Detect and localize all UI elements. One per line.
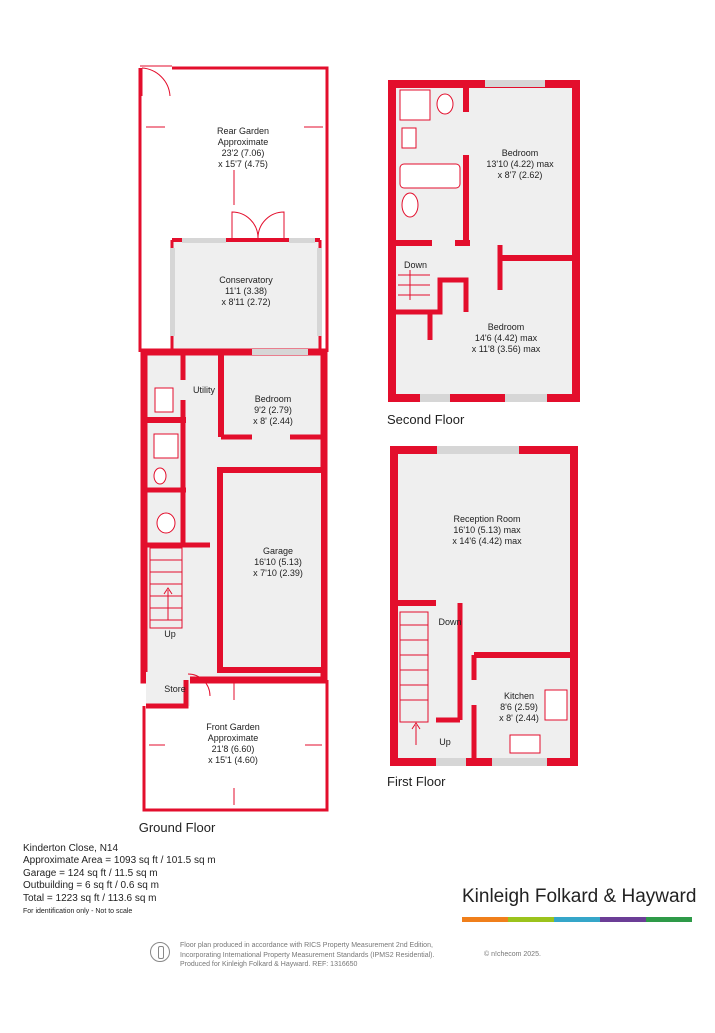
rear-garden-dim2: x 15'7 (4.75)	[218, 159, 268, 169]
first-up-label: Up	[439, 737, 451, 747]
front-garden-label: Front Garden	[206, 722, 260, 732]
ground-bedroom-dim2: x 8' (2.44)	[253, 416, 293, 426]
first-floor-title: First Floor	[387, 774, 446, 789]
first-floor-plan	[394, 446, 574, 766]
approximate-area: Approximate Area = 1093 sq ft / 101.5 sq m	[23, 855, 216, 867]
disclaimer: For identification only - Not to scale	[23, 908, 133, 916]
rear-garden-dim1: 23'2 (7.06)	[221, 148, 265, 158]
second-bedroom1-dim2: x 8'7 (2.62)	[497, 170, 543, 180]
ground-up-label: Up	[164, 629, 176, 639]
brand-bar-purple	[600, 917, 646, 922]
footer-line-1: Floor plan produced in accordance with RICS Property Measurement 2nd Edition,	[180, 942, 433, 949]
nichecom-logo-icon	[150, 942, 170, 962]
second-bedroom1-label: Bedroom	[501, 148, 539, 158]
brand-logo-text: Kinleigh Folkard & Hayward	[462, 886, 697, 907]
outbuilding-area: Outbuilding = 6 sq ft / 0.6 sq m	[23, 880, 159, 892]
brand-bar-darkgreen	[646, 917, 692, 922]
conservatory-label: Conservatory	[219, 275, 273, 285]
conservatory-dim2: x 8'11 (2.72)	[221, 297, 271, 307]
total-area: Total = 1223 sq ft / 113.6 sq m	[23, 892, 157, 904]
reception-dim1: 16'10 (5.13) max	[453, 525, 521, 535]
ground-floor-plan	[140, 66, 327, 810]
ground-floor-title: Ground Floor	[138, 820, 216, 835]
reception-label: Reception Room	[453, 514, 521, 524]
footer-note	[180, 941, 434, 970]
kitchen-dim2: x 8' (2.44)	[499, 713, 539, 723]
garage-dim1: 16'10 (5.13)	[254, 557, 302, 567]
brand-bar-green	[508, 917, 554, 922]
conservatory-floor	[172, 240, 320, 352]
kitchen-dim1: 8'6 (2.59)	[500, 702, 538, 712]
second-bedroom2-dim2: x 11'8 (3.56) max	[471, 344, 541, 354]
store-label: Store	[164, 684, 186, 694]
address: Kinderton Close, N14	[23, 843, 119, 854]
brand-bar-blue	[554, 917, 600, 922]
garage-area: Garage = 124 sq ft / 11.5 sq m	[23, 867, 158, 879]
front-garden-dim1: 21'8 (6.60)	[211, 744, 255, 754]
kitchen-label: Kitchen	[503, 691, 535, 701]
ground-bedroom-label: Bedroom	[254, 394, 292, 404]
footer-line-3: Produced for Kinleigh Folkard & Hayward. REF: 1316650	[180, 961, 358, 968]
second-bedroom2-label: Bedroom	[487, 322, 525, 332]
conservatory-dim1: 11'1 (3.38)	[224, 286, 268, 296]
rear-garden-label: Rear Garden	[216, 126, 270, 136]
rear-garden-approx: Approximate	[217, 137, 269, 147]
second-bedroom2-dim1: 14'6 (4.42) max	[474, 333, 538, 343]
brand-color-bar	[462, 917, 692, 922]
second-floor-title: Second Floor	[387, 412, 465, 427]
ground-bedroom-dim1: 9'2 (2.79)	[254, 405, 292, 415]
brand-bar-orange	[462, 917, 508, 922]
garage-label: Garage	[262, 546, 294, 556]
garage-dim2: x 7'10 (2.39)	[253, 568, 303, 578]
footer-line-2: Incorporating International Property Measurement Standards (IPMS2 Residential).	[180, 951, 435, 959]
utility-label: Utility	[193, 385, 215, 395]
second-bedroom1-dim1: 13'10 (4.22) max	[486, 159, 554, 169]
first-down-label: Down	[438, 617, 462, 627]
front-garden-approx: Approximate	[207, 733, 259, 743]
front-garden-dim2: x 15'1 (4.60)	[208, 755, 258, 765]
reception-dim2: x 14'6 (4.42) max	[452, 536, 522, 546]
property-info	[23, 843, 216, 918]
footer-copyright: © n!checom 2025.	[484, 951, 541, 958]
second-down-label: Down	[404, 260, 428, 270]
